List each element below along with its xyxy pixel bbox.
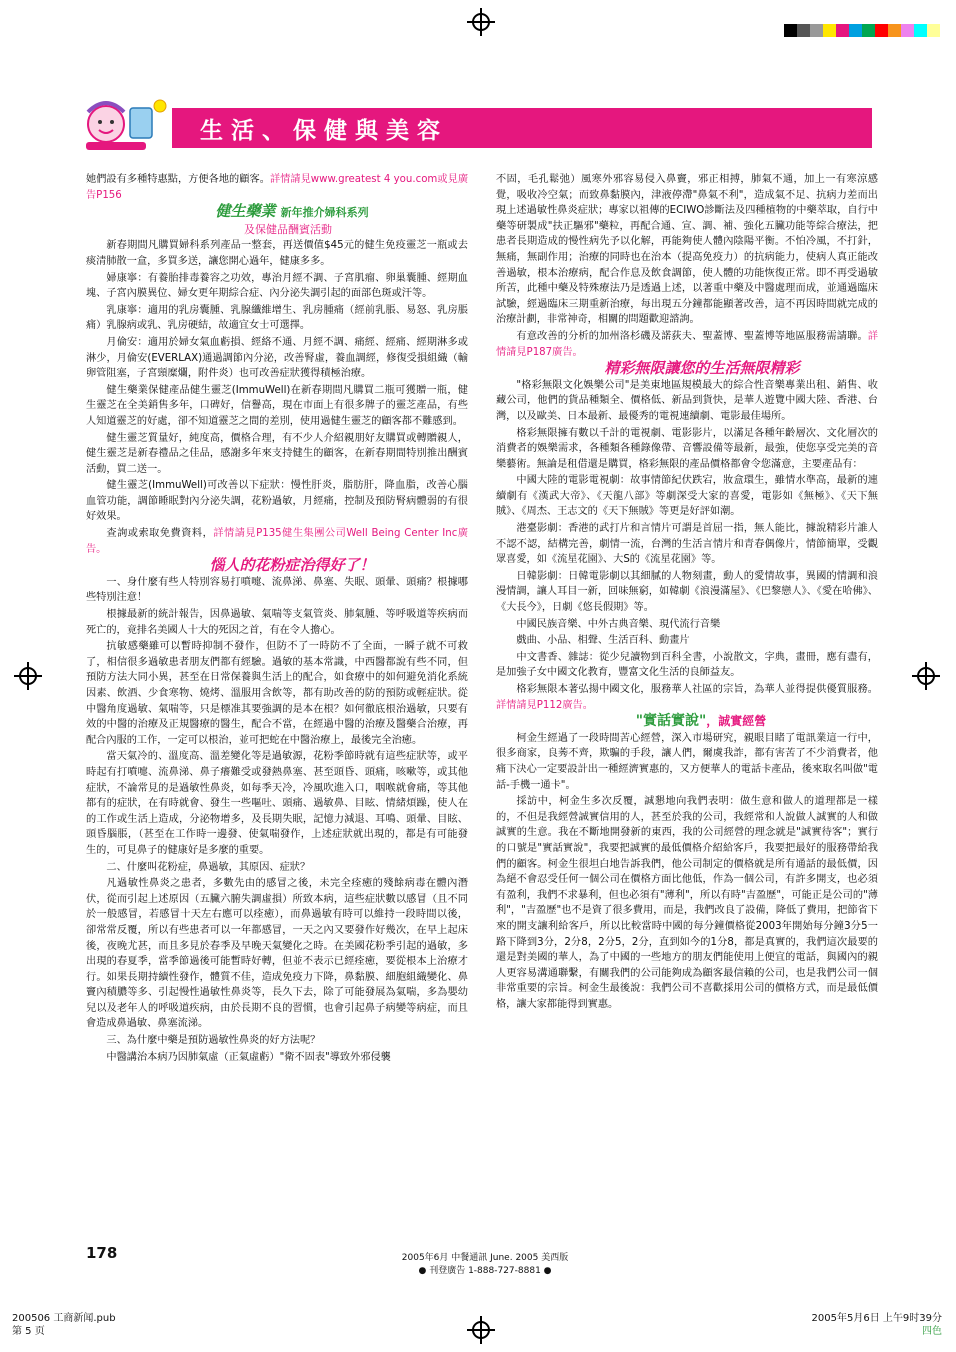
article-heading-honest: "實話實說"，誠實經營 bbox=[635, 713, 767, 730]
color-swatch bbox=[797, 24, 810, 37]
contact-line: 查詢或索取免費資料，詳情請見P135健生集團公司Well Being Center Inc廣告。 bbox=[86, 528, 468, 555]
color-swatch bbox=[849, 24, 862, 37]
color-swatch bbox=[810, 24, 823, 37]
article-heading-healthcare: 健生藥業 新年推介婦科系列 bbox=[215, 202, 369, 221]
intro-ref: 詳情請見www.greatest 4 you.com或見廣告P156 bbox=[86, 174, 469, 201]
color-swatch bbox=[914, 24, 927, 37]
article-body-entertainment: "格彩無限文化娛樂公司"是美東地區規模最大的綜合性音樂專業出租、銷售、收藏公司，他們的貨品種類全、價格低、新品到貨快，是華人遊覽中國大陸、香港、台灣，以及歐美、日本最新、最優秀的電視連續劇、電影最佳場所。 格彩無限擁有數以千計的電視劇、電影影片，以滿足各種年齡層次、文化層次的消費者的娛樂需求，各種類各種錄像帶、音響設備等最新，最強，使您享受完美的音樂藝術。無論是租借還是購買，格彩無限的產品價格都會令您滿意，主要產品有： 中國大陸的電影電視劇：故事情節紀伏跌宕，妝盒環生，雖情水準高，最新的連續劇有《漢武大帝》、《天龍八部》等劇深受大家的喜愛，電影如《無極》、《天下無賊》、《周杰、王志文的《天下無賊》等更是好評如潮。 港臺影劇：香港的武打片和言情片可謂是首屈一指，無人能比，據說精彩片誰人不認不認，結構完善，劇情一流，台灣的生活言情片和青春偶像片，情節簡單，受觀眾喜愛，如《流星花園》、大S的《流星花園》等。 日韓影劇：日韓電影劇以其細膩的人物刻畫，動人的愛情故事，異國的情調和浪漫情調，讓人耳目一新，回味無窮，如韓劇《浪漫滿屋》、《巴黎戀人》、《愛在哈佛》、《大長今》，日劇《悠長假期》等。 中國民族音樂、中外古典音樂、現代流行音樂 戲曲、小品、相聲、生活百科、動畫片 中文書香、雜誌：從少兒讀物到百科全書，小說散文，字典，畫冊，應有盡有，是加強子女中國文化教育，豐富文化生活的良師益友。 格彩無限本著弘揚中國文化，服務華人社區的宗旨，為華人並得提供優質服務。詳情請見P112廣告。 bbox=[496, 379, 878, 711]
right-column bbox=[496, 172, 878, 1013]
color-swatch bbox=[836, 24, 849, 37]
page-number: 178 bbox=[86, 1244, 118, 1262]
article-body-pollen-continued: 不固，毛孔鬆弛）風寒外邪容易侵入鼻竇，邪正相搏，肺氣不通，加上一有寒涼感覺，吸收冷空氣；而致鼻黏膜內，津液停滯"鼻氣不利"，造成氣不足、抗病力差而出現上述過敏性鼻炎症狀；專家以祖傳的ECIWO診斷法及四種植物的中藥萃取，自行中藥等研製成"扶正驅邪"藥粒，再配合通、宣、調、補、強化五臟功能等綜合療法，把患者長期造成的慢性病先予以化解，再能夠使人體內陰陽平衡。不怕冷風，不打針，無痛，無副作用；治療的同時也在治本（提高免疫力）的抗病能力，使病人真正能改善過敏，根本治療病，配合作息及飲食調節，使人體的功能恢復正常。即不再受過敏所苦，此種中藥及特殊療法乃是透過上述，以著重中藥及中醫處理而成，並通過臨床試驗，經過臨床三期重新治療，每出現五分鐘都能顯著改善，這不再因時間就完成的治療計劃，非常神奇，相關的問題歡迎諮詢。 有意改善的分析的加州洛杉磯及諾荻夫、聖蓋博、聖蓋博等地區服務需請聯。詳情請見P187廣告。 bbox=[496, 174, 878, 358]
color-swatch bbox=[862, 24, 875, 37]
print-slug-left: 200506 工商新闻.pub 第 5 页 bbox=[12, 1313, 116, 1337]
color-swatch bbox=[784, 24, 797, 37]
color-swatches bbox=[784, 24, 940, 37]
color-swatch bbox=[901, 24, 914, 37]
issue-footer: 2005年6月 中餐通訊 June. 2005 美西版 ● 刊登廣告 1-888-727-8881 ● bbox=[401, 1253, 569, 1276]
article-body-healthcare: 新春期間凡購買婦科系列產品一整套，再送價值$45元的健生免疫靈芝一瓶或去痰清肺散一盒，多買多送，讓您開心過年，健康多多。 婦康寧：有養胎排毒養容之功效，專治月經不調、子宮肌瘤、卵巢囊腫、經期血塊、子宮內膜異位、婦女更年期綜合症、內分泌失調引起的面部色斑或汗等。 乳康寧：適用的乳房囊腫、乳腺纖維增生、乳房腫痛（經前乳脹、易怒、乳房脹痛）乳腺病或乳、乳房硬結，故適宜女士可選擇。 月倫安：適用於婦女氣血虧損、經絡不通、月經不調、痛經、經痛、經期淋多或淋少，月倫安(EVERLAX)通過調節內分泌，改善腎虛，養血調經，修復受損組織（輸卵管阻塞，子宮頸糜爛，附件炎）也可改善症狀獲得積極治療。 健生藥業保健產品健生靈芝(ImmuWell)在新春期間凡購買二瓶可獲贈一瓶，健生靈芝在全美銷售多年，口碑好，信譽高，現在市面上有很多牌子的靈芝產品，有些人知道靈芝的好處，卻不知道靈芝之間的差別，使用過健生靈芝的顧客都不難感到。 健生靈芝質量好，純度高，價格合理，有不少人介紹親朋好友購買或轉贈親人，健生靈芝是新春禮品之佳品，感謝多年來支持健生的顧客，在新春期間特別推出酬賓活動，買二送一。 健生靈芝(ImmuWell)可改善以下症狀：慢性肝炎，脂肪肝，降血脂，改善心腦血管功能，調節睡眠對內分泌失調，花粉過敏，月經痛，控制及預防腎病體弱的有很好效果。 查詢或索取免費資料，詳情請見P135健生集團公司Well Being Center Inc廣告。 bbox=[86, 238, 468, 557]
bullet-icon: ● bbox=[418, 1266, 430, 1276]
print-slug-right: 2005年5月6日 上午9时39分 四色 bbox=[811, 1313, 942, 1337]
color-swatch bbox=[888, 24, 901, 37]
article-body-pollen: 一、身什麼有些人特別容易打噴嚏、流鼻涕、鼻塞、失眠、頭暈、頭痛？根據哪些特別注意！ 根據最新的統計報告，因鼻過敏、氣喘等支氣管炎、肺氣腫、等呼吸道等疾病而死亡的，竟排名美國人十大的死因之首，有在令人擔心。 抗敏感藥雖可以暫時抑制不發作，但防不了一時防不了全面，一瞬子就不可救了，相信很多過敏患者朋友們都有經驗。過敏的基本常識，中西醫都說有些不同，但預防方法大同小異，甚至在日常保養與生活上的配合，如食療中的如何避免消化系統因素、飲酒、少食寒物、燒烤、溫服用含飲等，都有助改善的防的預防或輕症狀。從中醫角度過敏、氣喘等，只是標准其要強調的是本在根？如何徹底根治過敏，只要有效的中醫的治療及正規醫療的醫生，配合不當，在經過中醫的治療及醫藥合治療，再配合內服的工作，一定可以根治，並可把蛇在中醫治療上，最後完全治癒。 當天氣冷的、溫度高、溫差變化等是過敏源，花粉季節時就有這些症狀等，或平時起有打噴嚏、流鼻涕、鼻子癢難受或發熱鼻塞、甚至頭昏、頭痛，咳嗽等，或其他症狀，不論常見的是過敏性鼻炎，如每季天冷，冷風吹進入口，咽喉就會痛，等其他都有的症狀，在有時就會、發生一些嘔吐、頭痛、過敏鼻、目眩、情緒煩躁，使人在的工作或生活上造成，分泌物增多，及長期失眠，記憶力減退、耳鳴、頭暈、目眩、頭昏腦脹，（甚至在工作時一邊發、使氣喘發作，上述症狀就出現的，都是有可能發生的，可見鼻子的健康好是多麼的重要。 二、什麼叫花粉症，鼻過敏，其原因、症狀？ 凡過敏性鼻炎之患者，多數先由的感冒之後，未完全痊癒的殘餘病毒在體內潛伏，從而引起上述原因（五臟六腑失調虛損）所致本病，這些症狀數以感冒（且不同於一般感冒，若感冒十天左右應可以痊癒），而鼻過敏有時可以維持一段時間以後，卻常常反覆，所以有些患者可以一年都感冒，一天之內又要發作好幾次，在早上起床後，夜晚尤甚，而且多見於春季及早晚天氣變化之時。在美國花粉季引起的過敏，多出現的春夏季，當季節過後可能暫時好轉，但並不表示已經痊癒，要從根本上治療才行。如果長期持續性發作，體質不佳，造成免疫力下降，鼻黏膜、細胞組織變化、鼻竇內積膿等多、引起慢性過敏性鼻炎等，長久下去，除了可能發展為氣喘，多為嬰幼兒以及老年人的呼吸道疾病，由於長期不良的習慣，也會引起鼻子病變等病症，而且會造成鼻過敏、鼻塞流涕。 三、為什麼中藥是預防過敏性鼻炎的好方法呢？ 中醫講治本病乃因肺氣虛（正氣虛虧）"衛不固表"導致外邪侵襲 bbox=[86, 576, 468, 1063]
intro-paragraph: 她們設有多種特惠點，方便各地的顧客。詳情請見www.greatest 4 you.com或見廣告P156 bbox=[86, 174, 469, 201]
article-subheading: 及保健品酬賓活動 bbox=[244, 222, 332, 236]
crop-mark-right bbox=[912, 662, 940, 690]
article-heading-pollen: 惱人的花粉症治得好了！ bbox=[209, 556, 375, 575]
header-illustration-icon bbox=[80, 94, 172, 156]
section-title: 生活、保健與美容 bbox=[200, 118, 448, 144]
color-swatch bbox=[875, 24, 888, 37]
left-column bbox=[86, 172, 468, 1066]
color-swatch bbox=[823, 24, 836, 37]
bullet-icon: ● bbox=[540, 1266, 552, 1276]
article-body-honest: 柯金生經過了一段時間苦心經營，深入市場研究，親眼目睹了電訊業這一行中，很多商家，良莠不齊，欺騙的手段，讓人們，爾虞我詐，都有害苦了不少消費者，他痛下決心一定要設計出一種經濟實惠的，又方便華人的電話卡產品，後來取名叫做"電話-手機一通卡"。 採訪中，柯金生多次反覆，誠懇地向我們表明：做生意和做人的道理都是一樣的，不但是我經營誠實信用的人，甚至於我的公司，我經常和人說做人誠實的人和做誠實的生意。我在不斷地開發新的東西，我的公司經營的理念就是"誠實待客"；實行的口號是"實話實說"，我要把誠實的最低價格介紹給客戶，我要把最好的服務帶給我們的顧客。柯金生很坦白地告訴我們，他公司制定的價格就是所有通話的最低價，因為絕不會忍受任何一個公司在價格方面比他低，作為一個公司，有許多開支，也必須有盈利，我們不求暴利，但也必須有"薄利"，所以有時"吉盈歷"，可能正是公司的"薄利"，"吉盈歷"也不是資了很多費用，而是，我們改良了設備，降低了費用，把節省下來的開支讓利給客戶，所以比較當時中國的每分鐘價格從2003年開始每分鐘3分5一路下降到3分，2分8，2分5，2分，直到如今的1分8，都是真實的，我們這次最要的還是對美國的華人，為了中國的一些地方的朋友們能使用上便宜的電話，與國內的親人更容易溝通聯繫，有關我們的公司能夠成為顧客最信賴的公司，也是我們公司一個非常重要的宗旨。柯金生最後說：我們公司不喜歡採用公司的價格方式，而是最低價格，讓大家都能得到實惠。 bbox=[496, 732, 878, 1010]
color-swatch bbox=[927, 24, 940, 37]
crop-mark-bottom bbox=[467, 1316, 495, 1344]
crop-mark-left bbox=[14, 662, 42, 690]
article-heading-entertainment: 精彩無限讓您的生活無限精彩 bbox=[604, 359, 800, 378]
crop-mark-top bbox=[467, 8, 495, 36]
